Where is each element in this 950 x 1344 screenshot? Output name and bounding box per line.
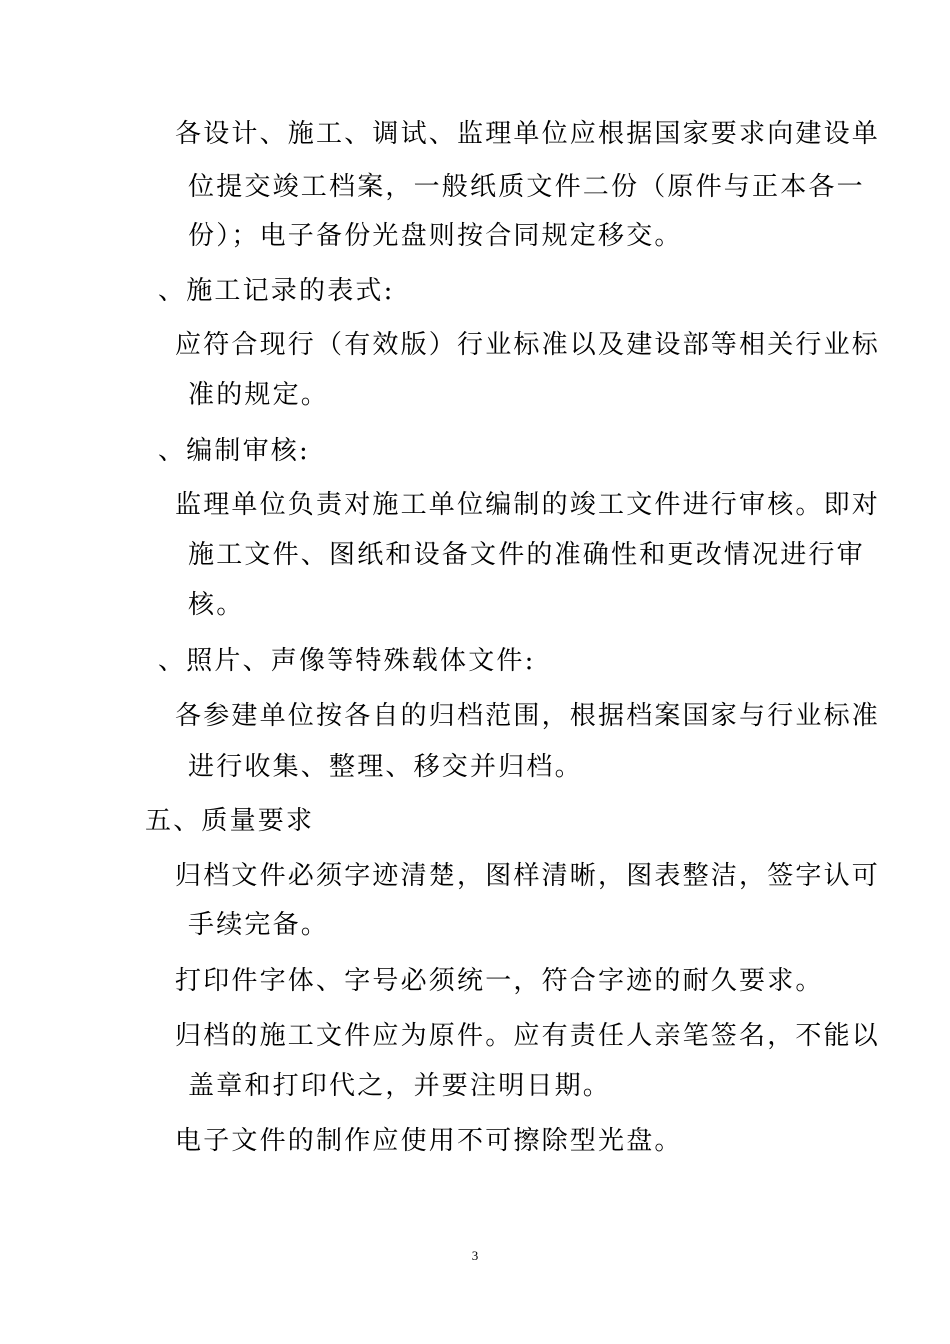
paragraph-line: 电子文件的制作应使用不可擦除型光盘。	[175, 1126, 683, 1156]
paragraph-line: 归档的施工文件应为原件。应有责任人亲笔签名，不能以	[175, 1021, 881, 1051]
paragraph-line: 归档文件必须字迹清楚，图样清晰，图表整洁，签字认可	[175, 861, 881, 891]
paragraph-line: 各设计、施工、调试、监理单位应根据国家要求向建设单	[175, 119, 881, 149]
paragraph-line: 施工文件、图纸和设备文件的准确性和更改情况进行审	[188, 540, 865, 570]
paragraph-line: 监理单位负责对施工单位编制的竣工文件进行审核。即对	[175, 490, 881, 520]
paragraph-line: 盖章和打印代之，并要注明日期。	[188, 1071, 612, 1101]
paragraph-line: 核。	[188, 590, 245, 620]
paragraph-line: 手续完备。	[188, 910, 330, 940]
item-heading: 、编制审核:	[158, 436, 310, 466]
section-heading: 五、质量要求	[145, 806, 315, 836]
item-heading: 、照片、声像等特殊载体文件:	[158, 646, 536, 676]
paragraph-line: 位提交竣工档案，一般纸质文件二份（原件与正本各一	[188, 172, 865, 202]
item-heading: 、施工记录的表式:	[158, 276, 395, 306]
page-number: 3	[471, 1248, 479, 1263]
paragraph-line: 各参建单位按各自的归档范围，根据档案国家与行业标准	[175, 701, 881, 731]
paragraph-line: 打印件字体、字号必须统一，符合字迹的耐久要求。	[175, 966, 824, 996]
paragraph-line: 进行收集、整理、移交并归档。	[188, 752, 583, 782]
paragraph-line: 准的规定。	[188, 380, 330, 410]
paragraph-line: 应符合现行（有效版）行业标准以及建设部等相关行业标	[175, 330, 881, 360]
paragraph-line: 份）；电子备份光盘则按合同规定移交。	[188, 221, 683, 251]
